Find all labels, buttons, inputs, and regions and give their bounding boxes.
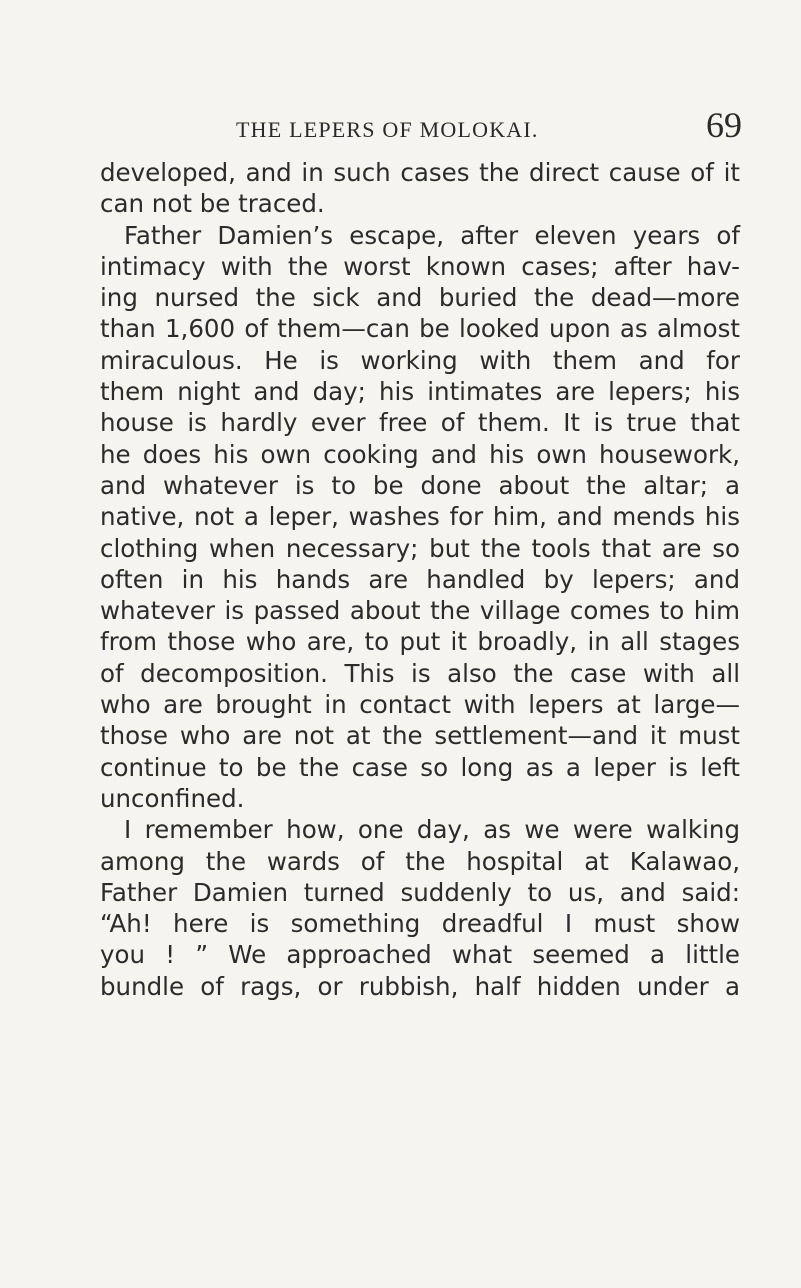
body-text [100, 157, 740, 1002]
page-number: 69 [706, 105, 742, 145]
text-line: those who are not at the settlement—and it must [100, 721, 740, 751]
text-line: often in his hands are handled by lepers; and [100, 564, 740, 594]
text-line: from those who are, to put it broadly, in all stages [100, 627, 740, 657]
text-line: clothing when necessary; but the tools that are so [100, 533, 740, 563]
text-line: whatever is passed about the village comes to him [100, 596, 740, 626]
text-line: who are brought in contact with lepers at large— [100, 690, 740, 720]
text-line: continue to be the case so long as a leper is left [100, 752, 740, 782]
text-line: and whatever is to be done about the altar; a [100, 470, 740, 500]
text-line: can not be traced. [100, 189, 325, 219]
text-line: than 1,600 of them—can be looked upon as almost [100, 314, 740, 344]
text-line: he does his own cooking and his own housework, [100, 439, 740, 469]
text-line: native, not a leper, washes for him, and mends his [100, 502, 740, 532]
text-line: miraculous. He is working with them and for [100, 345, 740, 375]
text-line: them night and day; his intimates are lepers; his [100, 377, 740, 407]
text-line: of decomposition. This is also the case with all [100, 658, 740, 688]
text-line: intimacy with the worst known cases; after hav- [100, 251, 740, 281]
text-line: among the wards of the hospital at Kalawao, [100, 846, 740, 876]
text-line: Father Damien’s escape, after eleven years of [124, 220, 740, 250]
running-head: THE LEPERS OF MOLOKAI. [236, 117, 539, 142]
text-line: ing nursed the sick and buried the dead—more [100, 283, 740, 313]
text-line: unconfined. [100, 783, 245, 813]
text-line: house is hardly ever free of them. It is true that [100, 408, 740, 438]
text-line: developed, and in such cases the direct cause of it [100, 158, 740, 187]
text-line: Father Damien turned suddenly to us, and said: [100, 877, 740, 907]
text-line: I remember how, one day, as we were walking [124, 815, 740, 845]
text-line: you ! ” We approached what seemed a little [100, 940, 740, 970]
text-line: “Ah! here is something dreadful I must show [100, 909, 740, 939]
text-line: bundle of rags, or rubbish, half hidden under a [100, 971, 740, 1001]
